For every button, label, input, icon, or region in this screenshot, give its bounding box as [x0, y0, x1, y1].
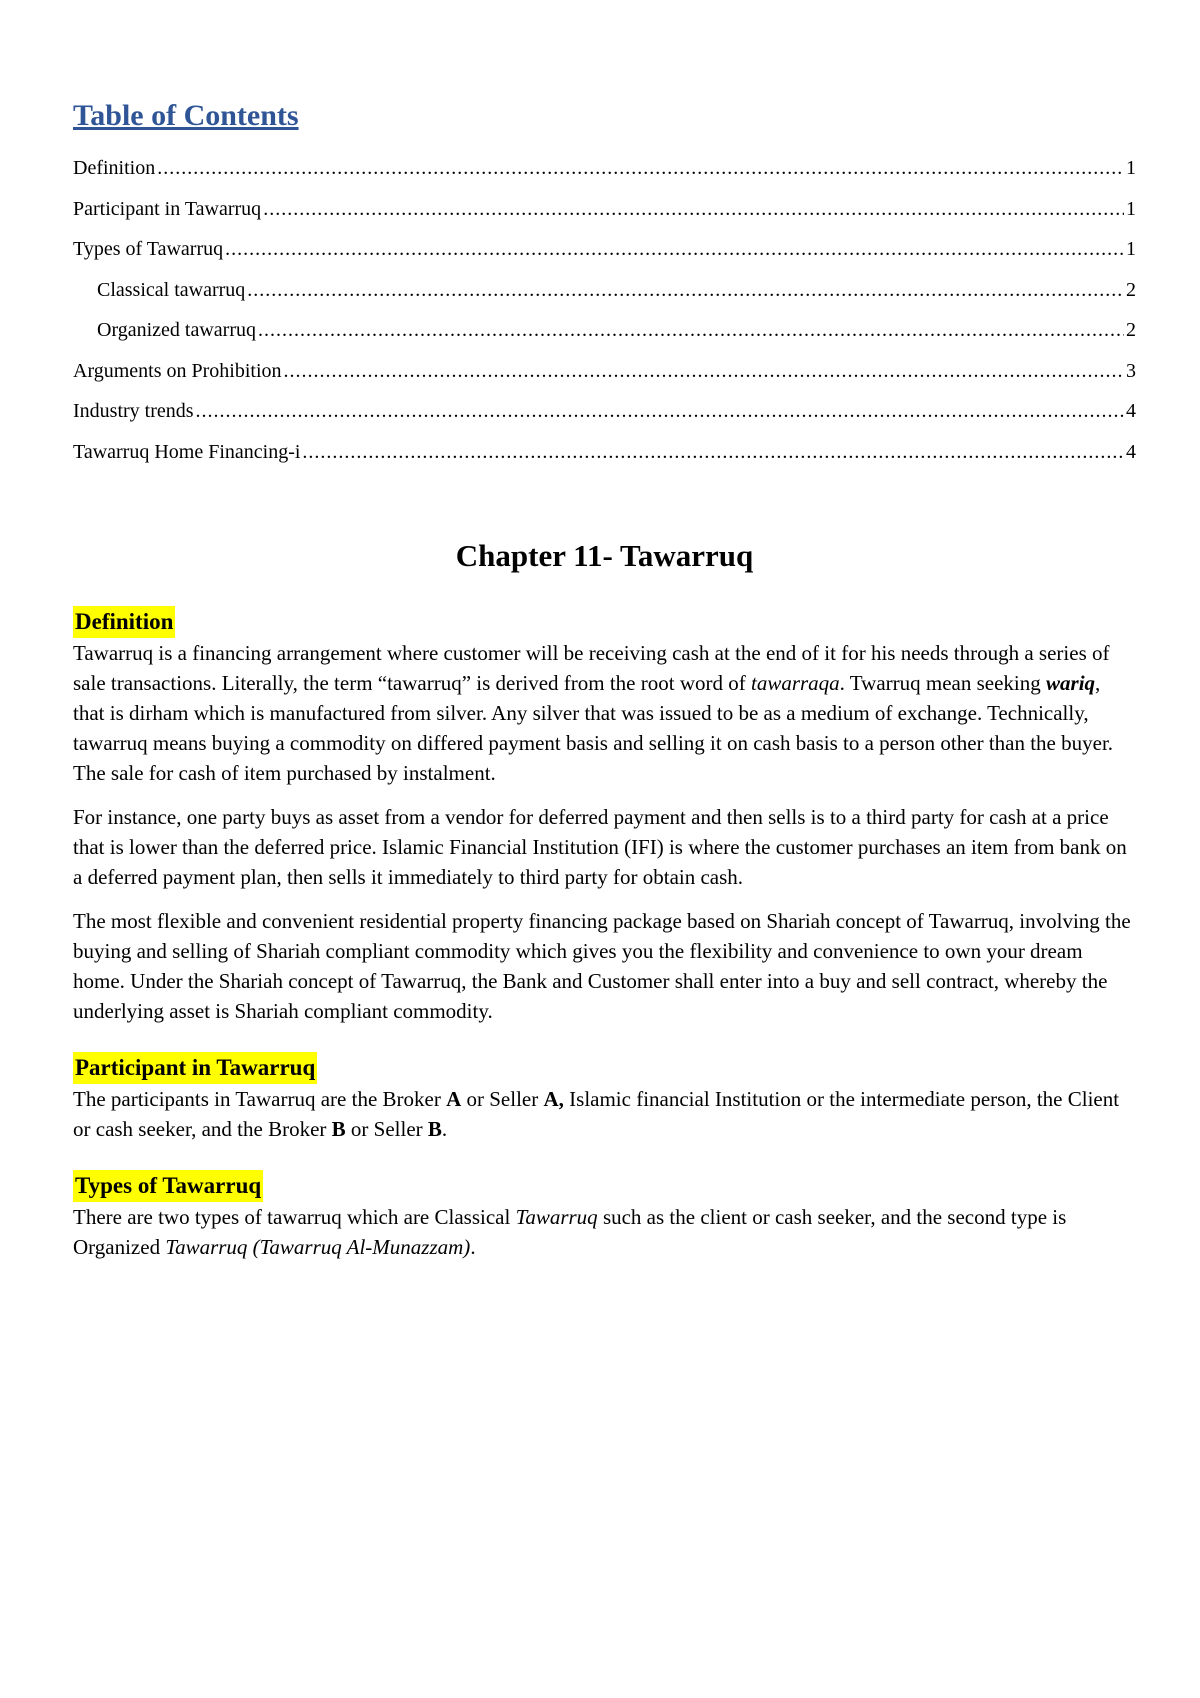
- toc-page-number: 4: [1126, 440, 1136, 463]
- italic-term: Tawarruq (Tawarruq Al-Munazzam): [165, 1235, 471, 1259]
- text-run: There are two types of tawarruq which are Classical: [73, 1205, 516, 1229]
- toc-list: [73, 148, 1136, 472]
- types-paragraph: [73, 1202, 1136, 1262]
- toc-entry-definition[interactable]: [73, 148, 1136, 189]
- participant-paragraph: [73, 1084, 1136, 1144]
- section-types: [73, 1170, 1136, 1262]
- text-run: or Seller: [461, 1087, 544, 1111]
- toc-dot-leader: [225, 229, 1124, 270]
- toc-entry-classical[interactable]: [73, 270, 1136, 311]
- toc-entry-label: Classical tawarruq: [97, 278, 246, 301]
- toc-entry-label: Industry trends: [73, 400, 194, 422]
- toc-page-number: 4: [1126, 400, 1136, 422]
- text-run: Islamic financial Institution or the intermediate person, the Client or cash seeker, and the Broker: [73, 1087, 1120, 1141]
- definition-paragraph-1: [73, 638, 1136, 788]
- toc-entry-label: Definition: [73, 157, 156, 179]
- toc-page-number: 1: [1126, 197, 1136, 220]
- section-participant: [73, 1052, 1136, 1144]
- toc-entry-home-financing[interactable]: [73, 432, 1136, 473]
- toc-entry-participant[interactable]: [73, 189, 1136, 230]
- text-run: , that is dirham which is manufactured from silver. Any silver that was issued to be as a medium of exchange. Technically, tawarruq means buying a commodity on differed payment basis and selling it on cash basis to a person other than the buyer. The sale for cash of item purchased by instalment.: [73, 671, 1114, 785]
- text-run: or Seller: [345, 1117, 428, 1141]
- toc-entry-label: Organized tawarruq: [97, 319, 257, 341]
- toc-dot-leader: [196, 391, 1124, 432]
- toc-title: Table of Contents: [73, 99, 299, 132]
- bold-term: A,: [543, 1087, 564, 1111]
- bold-term: B: [427, 1117, 442, 1141]
- toc-entry-label: Arguments on Prohibition: [73, 359, 282, 382]
- toc-page-number: 1: [1126, 238, 1136, 260]
- toc-dot-leader: [284, 351, 1124, 392]
- toc-page-number: 2: [1126, 319, 1136, 341]
- toc-entry-types[interactable]: [73, 229, 1136, 270]
- toc-entry-organized[interactable]: [73, 310, 1136, 351]
- types-heading: Types of Tawarruq: [73, 1170, 263, 1202]
- toc-entry-industry[interactable]: [73, 391, 1136, 432]
- toc-entry-label: Types of Tawarruq: [73, 238, 224, 260]
- toc-dot-leader: [263, 189, 1124, 230]
- toc-entry-arguments[interactable]: [73, 351, 1136, 392]
- toc-entry-label: Participant in Tawarruq: [73, 197, 262, 220]
- section-definition: [73, 606, 1136, 1026]
- text-run: .: [470, 1235, 476, 1259]
- text-run: The participants in Tawarruq are the Broker: [73, 1087, 447, 1111]
- text-run: .: [441, 1117, 448, 1141]
- toc-entry-label: Tawarruq Home Financing-i: [73, 440, 301, 463]
- toc-page-number: 1: [1126, 157, 1136, 179]
- italic-term: tawarraqa: [750, 671, 840, 695]
- bold-term: A: [446, 1087, 462, 1111]
- participant-heading: Participant in Tawarruq: [73, 1052, 317, 1084]
- text-run: such as the client or cash seeker, and the second type is Organized: [73, 1205, 1067, 1259]
- toc-dot-leader: [258, 310, 1124, 351]
- definition-paragraph-3: The most flexible and convenient residential property financing package based on Shariah concept of Tawarruq, involving the buying and selling of Shariah compliant commodity which gives you the flexibility and convenience to own your dream home. Under the Shariah concept of Tawarruq, the Bank and Customer shall enter into a buy and sell contract, whereby the underlying asset is Shariah compliant commodity.: [73, 909, 1131, 1023]
- toc-page-number: 3: [1126, 359, 1136, 382]
- toc-dot-leader: [302, 432, 1124, 473]
- italic-term: Tawarruq: [515, 1205, 598, 1229]
- bold-term: B: [331, 1117, 346, 1141]
- chapter-title: Chapter 11- Tawarruq: [455, 538, 754, 573]
- toc-dot-leader: [247, 270, 1124, 311]
- bold-italic-term: wariq: [1046, 671, 1096, 695]
- toc-page-number: 2: [1126, 278, 1136, 301]
- text-run: Tawarruq is a financing arrangement where customer will be receiving cash at the end of it for his needs through a series of sale transactions. Literally, the term “tawarruq” is derived from the root word of: [73, 641, 1110, 695]
- text-run: . Twarruq mean seeking: [839, 671, 1047, 695]
- definition-heading: Definition: [73, 606, 175, 638]
- toc-dot-leader: [157, 148, 1124, 189]
- definition-paragraph-2: For instance, one party buys as asset from a vendor for deferred payment and then sells is to a third party for cash at a price that is lower than the deferred price. Islamic Financial Institution (IFI) is where the customer purchases an item from bank on a deferred payment plan, then sells it immediately to third party for obtain cash.: [73, 805, 1127, 889]
- page-content: [73, 96, 1136, 1276]
